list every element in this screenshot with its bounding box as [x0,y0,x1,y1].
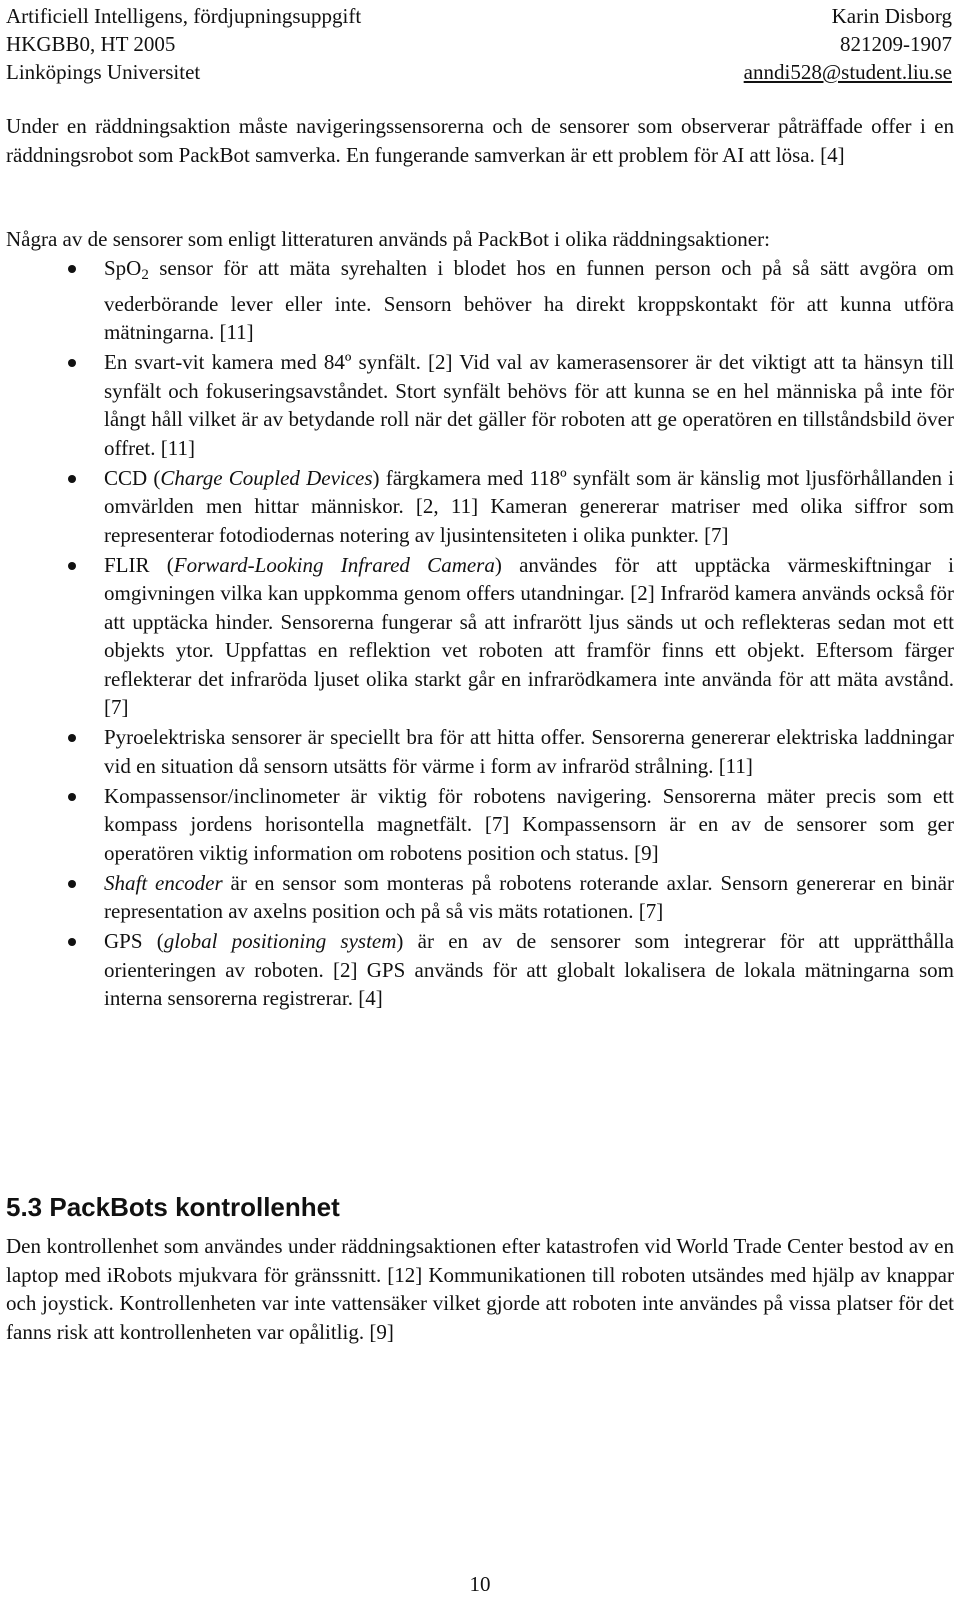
bullet-icon [68,880,76,888]
section-heading: 5.3 PackBots kontrollenhet [6,1192,340,1222]
sensor-list [6,254,954,1014]
bullet-icon [68,265,76,273]
list-item: Pyroelektriska sensorer är speciellt bra för att hitta offer. Sensorerna genererar elektriska laddningar vid en situation då sensorn utsätts för värme i form av infraröd strålning. [11] [6,723,954,780]
bullet-icon [68,562,76,570]
bullet-icon [68,359,76,367]
page-header [6,2,952,86]
list-item: Kompassensor/inclinometer är viktig för robotens navigering. Sensorerna mäter precis som ett kompass jordens horisontella magnetfält. [7] Kompassensorn är en av de sensorer som ger operatören viktig information om robotens position och status. [9] [6,782,954,868]
intro-paragraph: Under en räddningsaktion måste navigeringssensorerna och de sensorer som observerar påträffade offer i en räddningsrobot som PackBot samverka. En fungerande samverkan är ett problem för AI att lösa. [4] [6,114,954,167]
section-paragraph: Den kontrollenhet som användes under räddningsaktionen efter katastrofen vid World Trade Center bestod av en laptop med iRobots mjukvara för gränssnitt. [12] Kommunikationen till roboten utsändes med hjälp av knappar och joystick. Kontrollenheten var inte vattensäker vilket gjorde att roboten inte användes på vissa platser för det fanns risk att kontrollenheten var opålitlig. [9] [6,1234,954,1344]
list-item: Shaft encoder är en sensor som monteras på robotens roterande axlar. Sensorn genererar en binär representation av axelns position och på så vis mäts rotationen. [7] [6,869,954,926]
list-item: FLIR (Forward-Looking Infrared Camera) användes för att upptäcka värmeskiftningar i omgivningen vilka kan uppkomma genom offers utandningar. [2] Infraröd kamera används också för att upptäcka hinder. Sensorerna fungerar så att infrarött ljus sänds ut och reflekteras sedan mot ett objekts ytor. Uppfattas en reflektion vet roboten att framför finns ett objekt. Eftersom färger reflekterar det infraröda ljuset olika starkt går en infrarödkamera inte använda för att mäta avstånd. [7] [6,551,954,722]
list-item: En svart-vit kamera med 84º synfält. [2] Vid val av kamerasensorer är det viktigt att ta hänsyn till synfält och fokuseringsavståndet. Stort synfält behövs för att kunna se en hel människa på inte för långt håll vilket är av betydande roll när det gäller för roboten att ge operatören en tillståndsbild över offret. [11] [6,348,954,462]
header-id: 821209-1907 [840,32,952,56]
header-course: Artificiell Intelligens, fördjupningsuppgift [6,4,362,28]
list-item: SpO$_2$ sensor för att mäta syrehalten i blodet hos en funnen person och på så sätt avgöra om vederbörande lever eller inte. Sensorn behöver ha direkt kroppskontakt för att kunna utföra mätningarna. [11] [6,254,954,347]
header-code: HKGBB0, HT 2005 [6,32,176,56]
list-item: CCD (Charge Coupled Devices) färgkamera med 118º synfält som är känslig mot ljusförhållanden i omvärlden men hittar människor. [2, 11] Kameran genererar matriser med olika siffror som representerar fotodiodernas notering av ljusintensiteten i olika punkter. [7] [6,464,954,550]
bullet-icon [68,938,76,946]
page-number: 10 [469,1572,491,1596]
list-item: GPS (global positioning system) är en av de sensorer som integrerar för att upprätthålla orienteringen av roboten. [2] GPS används för att globalt lokalisera de lokala mätningarna som interna sensorerna registrerar. [4] [6,927,954,1013]
header-university: Linköpings Universitet [6,60,201,84]
bullet-icon [68,793,76,801]
header-author: Karin Disborg [831,4,952,28]
list-intro: Några av de sensorer som enligt litteraturen används på PackBot i olika räddningsaktioner: [6,227,770,251]
bullet-icon [68,734,76,742]
bullet-icon [68,475,76,483]
header-email-link[interactable]: anndi528@student.liu.se [743,60,952,84]
